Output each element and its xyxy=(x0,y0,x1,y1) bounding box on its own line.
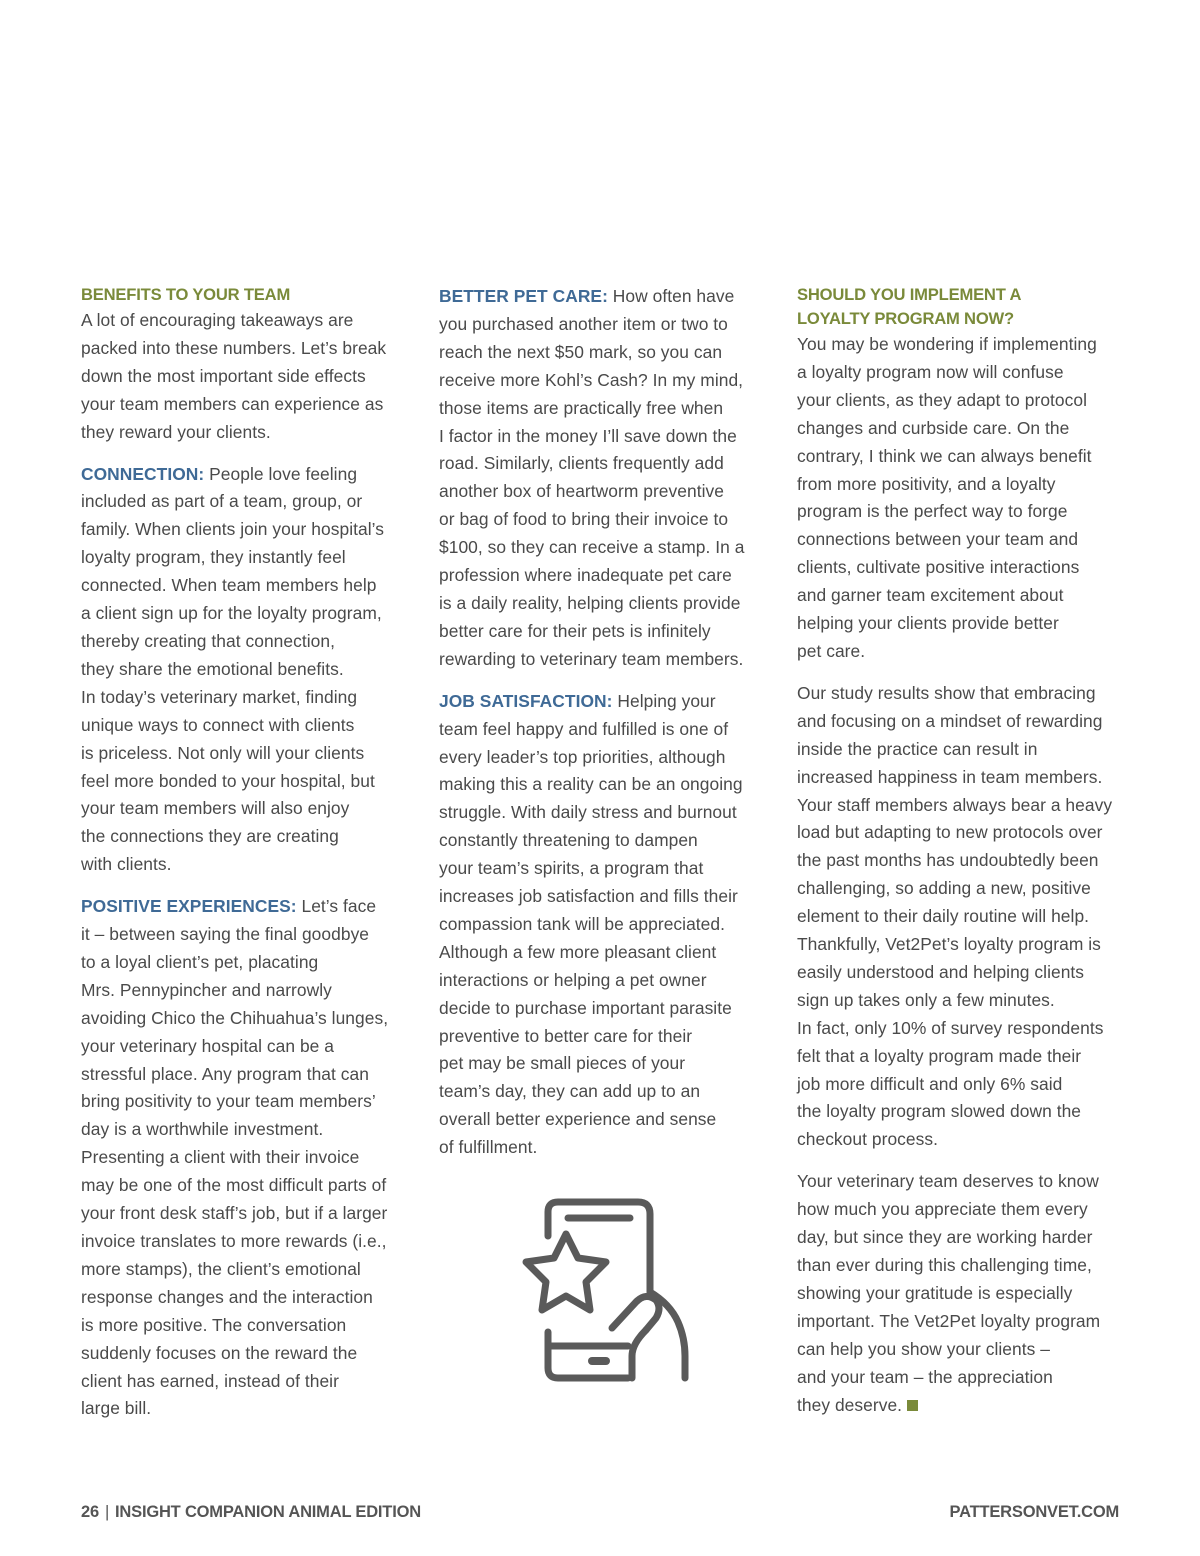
paragraph-line xyxy=(81,1088,411,1116)
line-text: Your staff members always bear a heavy xyxy=(797,794,1113,815)
line-text: more stamps), the client’s emotional xyxy=(81,1258,361,1279)
paragraph-line xyxy=(81,1144,411,1172)
line-text: connections between your team and xyxy=(797,529,1079,550)
paragraph-line xyxy=(439,939,769,967)
paragraph-line xyxy=(439,590,769,618)
line-text: important. The Vet2Pet loyalty program xyxy=(797,1310,1101,1331)
line-text: large bill. xyxy=(81,1398,152,1419)
paragraph-line xyxy=(797,680,1127,708)
page-number: 26 xyxy=(81,1503,99,1521)
paragraph-line xyxy=(797,1015,1127,1043)
paragraph-line xyxy=(797,792,1127,820)
line-text: day is a worthwhile investment. xyxy=(81,1119,324,1140)
line-text: thereby creating that connection, xyxy=(81,630,335,651)
paragraph-line xyxy=(81,600,411,628)
paragraph-line xyxy=(81,1033,411,1061)
paragraph-line xyxy=(797,610,1127,638)
line-text: loyalty program, they instantly feel xyxy=(81,547,346,568)
line-text: Let’s face xyxy=(296,896,377,917)
paragraph-line xyxy=(81,1061,411,1089)
paragraph-line xyxy=(439,618,769,646)
paragraph-line xyxy=(439,506,769,534)
paragraph-line xyxy=(439,478,769,506)
paragraph-line xyxy=(81,628,411,656)
line-text: Although a few more pleasant client xyxy=(439,941,717,962)
paragraph-line xyxy=(81,977,411,1005)
line-text: unique ways to connect with clients xyxy=(81,714,355,735)
line-text: team feel happy and fulfilled is one of xyxy=(439,718,729,739)
paragraph-line xyxy=(797,931,1127,959)
line-text: In fact, only 10% of survey respondents xyxy=(797,1017,1104,1038)
line-text: Helping your xyxy=(612,690,716,711)
paragraph-line xyxy=(797,415,1127,443)
paragraph-line xyxy=(797,554,1127,582)
paragraph-line xyxy=(439,534,769,562)
line-text: pet may be small pieces of your xyxy=(439,1053,686,1074)
line-text: How often have xyxy=(607,286,735,306)
line-text: decide to purchase important parasite xyxy=(439,997,732,1018)
line-text: the past months has undoubtedly been xyxy=(797,850,1099,871)
line-text: your clients, as they adapt to protocol xyxy=(797,389,1088,410)
paragraph-line xyxy=(81,1312,411,1340)
paragraph-lead-in: CONNECTION: xyxy=(81,463,205,484)
line-text: Thankfully, Vet2Pet’s loyalty program is xyxy=(797,934,1101,955)
end-of-article-icon xyxy=(907,1400,918,1411)
line-text: your front desk staff’s job, but if a larger xyxy=(81,1203,388,1224)
paragraph-line xyxy=(797,1168,1127,1196)
paragraph-line xyxy=(81,1200,411,1228)
line-text: increases job satisfaction and fills their xyxy=(439,886,738,907)
paragraph-line xyxy=(797,764,1127,792)
line-text: the loyalty program slowed down the xyxy=(797,1101,1082,1122)
body-paragraph xyxy=(797,680,1127,1154)
paragraph-line xyxy=(439,339,769,367)
paragraph-line xyxy=(797,1308,1127,1336)
line-text: contrary, I think we can always benefit xyxy=(797,445,1092,466)
line-text: better care for their pets is infinitely xyxy=(439,620,711,641)
line-text: Your veterinary team deserves to know xyxy=(797,1171,1099,1192)
line-text: your veterinary hospital can be a xyxy=(81,1035,334,1056)
line-text: clients, cultivate positive interactions xyxy=(797,557,1080,578)
line-text: included as part of a team, group, or xyxy=(81,491,363,512)
paragraph-line xyxy=(439,688,769,716)
paragraph-line xyxy=(797,1280,1127,1308)
paragraph-line xyxy=(439,395,769,423)
line-text: your team’s spirits, a program that xyxy=(439,858,704,879)
paragraph-line xyxy=(439,883,769,911)
paragraph-line xyxy=(81,1340,411,1368)
paragraph-line xyxy=(81,307,411,335)
paragraph-line xyxy=(439,1106,769,1134)
paragraph-line xyxy=(797,1126,1127,1154)
line-text: connected. When team members help xyxy=(81,575,377,596)
paragraph-line xyxy=(797,736,1127,764)
line-text: reach the next $50 mark, so you can xyxy=(439,341,723,362)
paragraph-line xyxy=(797,875,1127,903)
paragraph-line xyxy=(439,827,769,855)
paragraph-lead-in: POSITIVE EXPERIENCES: xyxy=(81,896,297,917)
line-text: rewarding to veterinary team members. xyxy=(439,648,744,669)
paragraph-line xyxy=(81,1116,411,1144)
line-text: pet care. xyxy=(797,640,866,661)
paragraph-line xyxy=(81,851,411,879)
paragraph-line xyxy=(439,423,769,451)
line-text: constantly threatening to dampen xyxy=(439,830,698,851)
body-paragraph xyxy=(797,331,1127,666)
paragraph-line xyxy=(439,450,769,478)
paragraph-line xyxy=(81,1368,411,1396)
line-text: I factor in the money I’ll save down the xyxy=(439,425,737,446)
line-text: element to their daily routine will help. xyxy=(797,906,1090,927)
line-text: struggle. With daily stress and burnout xyxy=(439,802,737,823)
line-text: is a daily reality, helping clients provide xyxy=(439,592,741,613)
paragraph-line xyxy=(797,1098,1127,1126)
body-paragraph xyxy=(81,461,411,880)
paragraph-line xyxy=(81,1228,411,1256)
paragraph-line xyxy=(797,1252,1127,1280)
line-text: load but adapting to new protocols over xyxy=(797,822,1103,843)
section-heading xyxy=(81,283,411,307)
body-paragraph xyxy=(797,1168,1127,1419)
line-text: avoiding Chico the Chihuahua’s lunges, xyxy=(81,1007,389,1028)
publication-title: INSIGHT COMPANION ANIMAL EDITION xyxy=(115,1503,421,1521)
paragraph-line xyxy=(439,967,769,995)
line-text: they share the emotional benefits. xyxy=(81,658,344,679)
paragraph-line xyxy=(81,1172,411,1200)
paragraph-line xyxy=(439,1050,769,1078)
line-text: job more difficult and only 6% said xyxy=(797,1073,1063,1094)
line-text: they deserve. xyxy=(797,1394,903,1415)
paragraph-line xyxy=(797,1364,1127,1392)
paragraph-line xyxy=(81,488,411,516)
line-text: those items are practically free when xyxy=(439,397,724,418)
paragraph-line xyxy=(797,471,1127,499)
paragraph-line xyxy=(81,335,411,363)
line-text: every leader’s top priorities, although xyxy=(439,746,726,767)
paragraph-line xyxy=(439,716,769,744)
line-text: overall better experience and sense xyxy=(439,1109,717,1130)
line-text: of fulfillment. xyxy=(439,1137,538,1158)
line-text: day, but since they are working harder xyxy=(797,1227,1093,1248)
line-text: Our study results show that embracing xyxy=(797,682,1096,703)
paragraph-line xyxy=(81,461,411,489)
footer-website[interactable]: PATTERSONVET.COM xyxy=(949,1503,1119,1521)
paragraph-lead-in: JOB SATISFACTION: xyxy=(439,690,613,711)
line-text: People love feeling xyxy=(204,463,358,484)
paragraph-line xyxy=(439,562,769,590)
line-text: from more positivity, and a loyalty xyxy=(797,473,1056,494)
line-text: receive more Kohl’s Cash? In my mind, xyxy=(439,369,744,390)
body-paragraph xyxy=(439,688,769,1162)
paragraph-line xyxy=(81,656,411,684)
paragraph-line xyxy=(81,795,411,823)
line-text: they reward your clients. xyxy=(81,421,271,442)
line-text: stressful place. Any program that can xyxy=(81,1063,369,1084)
line-text: sign up takes only a few minutes. xyxy=(797,989,1055,1010)
paragraph-line xyxy=(439,283,769,311)
paragraph-line xyxy=(797,638,1127,666)
paragraph-line xyxy=(797,359,1127,387)
paragraph-line xyxy=(439,311,769,339)
line-text: showing your gratitude is especially xyxy=(797,1282,1073,1303)
paragraph-line xyxy=(797,987,1127,1015)
paragraph-line xyxy=(81,740,411,768)
line-text: your team members can experience as xyxy=(81,393,384,414)
column-1 xyxy=(81,283,411,1423)
line-text: checkout process. xyxy=(797,1129,939,1150)
line-text: a client sign up for the loyalty program, xyxy=(81,603,382,624)
line-text: feel more bonded to your hospital, but xyxy=(81,770,375,791)
line-text: invoice translates to more rewards (i.e., xyxy=(81,1231,387,1251)
paragraph-line xyxy=(439,771,769,799)
paragraph-line xyxy=(81,363,411,391)
paragraph-line xyxy=(81,419,411,447)
line-text: increased happiness in team members. xyxy=(797,766,1103,787)
line-text: road. Similarly, clients frequently add xyxy=(439,453,724,474)
paragraph-line xyxy=(439,646,769,674)
paragraph-line xyxy=(81,544,411,572)
paragraph-line xyxy=(81,893,411,921)
line-text: bring positivity to your team members’ xyxy=(81,1091,376,1112)
section-heading xyxy=(797,283,1127,331)
line-text: to a loyal client’s pet, placating xyxy=(81,951,319,972)
paragraph-line xyxy=(81,516,411,544)
line-text: response changes and the interaction xyxy=(81,1286,373,1307)
line-text: you purchased another item or two to xyxy=(439,313,728,334)
line-text: making this a reality can be an ongoing xyxy=(439,774,743,795)
paragraph-line xyxy=(439,1078,769,1106)
paragraph-line xyxy=(81,949,411,977)
body-paragraph xyxy=(81,307,411,447)
body-paragraph xyxy=(439,283,769,674)
line-text: down the most important side effects xyxy=(81,365,366,386)
paragraph-line xyxy=(439,799,769,827)
line-text: In today’s veterinary market, finding xyxy=(81,686,358,707)
line-text: and garner team excitement about xyxy=(797,585,1064,606)
line-text: compassion tank will be appreciated. xyxy=(439,913,726,934)
line-text: program is the perfect way to forge xyxy=(797,501,1068,522)
heading-line: SHOULD YOU IMPLEMENT A xyxy=(797,285,1022,304)
paragraph-line xyxy=(797,1071,1127,1099)
line-text: family. When clients join your hospital’s xyxy=(81,519,384,540)
line-text: with clients. xyxy=(81,854,172,875)
paragraph-line xyxy=(81,684,411,712)
line-text: Mrs. Pennypincher and narrowly xyxy=(81,979,332,1000)
paragraph-line xyxy=(439,855,769,883)
line-text: A lot of encouraging takeaways are xyxy=(81,310,354,330)
column-2 xyxy=(439,283,769,1162)
paragraph-line xyxy=(797,1336,1127,1364)
paragraph-line xyxy=(81,1284,411,1312)
line-text: You may be wondering if implementing xyxy=(797,334,1097,354)
line-text: a loyalty program now will confuse xyxy=(797,361,1064,382)
line-text: is priceless. Not only will your clients xyxy=(81,742,365,763)
line-text: or bag of food to bring their invoice to xyxy=(439,509,729,530)
line-text: easily understood and helping clients xyxy=(797,961,1085,982)
paragraph-line xyxy=(797,708,1127,736)
line-text: challenging, so adding a new, positive xyxy=(797,878,1091,899)
paragraph-line xyxy=(797,526,1127,554)
line-text: and your team – the appreciation xyxy=(797,1366,1053,1387)
line-text: $100, so they can receive a stamp. In a xyxy=(439,537,745,558)
line-text: helping your clients provide better xyxy=(797,613,1059,634)
footer-publication xyxy=(81,1502,421,1522)
paragraph-line xyxy=(439,1134,769,1162)
paragraph-line xyxy=(797,498,1127,526)
paragraph-line xyxy=(797,582,1127,610)
paragraph-line xyxy=(797,1196,1127,1224)
column-3 xyxy=(797,283,1127,1419)
line-text: packed into these numbers. Let’s break xyxy=(81,337,387,358)
paragraph-line xyxy=(797,387,1127,415)
heading-line: LOYALTY PROGRAM NOW? xyxy=(797,309,1014,328)
line-text: the connections they are creating xyxy=(81,826,339,847)
line-text: it – between saying the final goodbye xyxy=(81,924,370,945)
paragraph-line xyxy=(81,1256,411,1284)
line-text: can help you show your clients – xyxy=(797,1338,1050,1359)
line-text: and focusing on a mindset of rewarding xyxy=(797,710,1103,731)
line-text: how much you appreciate them every xyxy=(797,1199,1088,1220)
line-text: team’s day, they can add up to an xyxy=(439,1081,701,1102)
line-text: client has earned, instead of their xyxy=(81,1370,339,1391)
paragraph-line xyxy=(797,1392,1127,1420)
paragraph-line xyxy=(81,391,411,419)
paragraph-line xyxy=(797,819,1127,847)
body-paragraph xyxy=(81,893,411,1423)
paragraph-line xyxy=(439,911,769,939)
paragraph-line xyxy=(797,331,1127,359)
hand-holding-phone-star-icon xyxy=(510,1196,690,1382)
paragraph-lead-in: BETTER PET CARE: xyxy=(439,286,608,306)
line-text: your team members will also enjoy xyxy=(81,798,350,819)
paragraph-line xyxy=(797,847,1127,875)
heading-line: BENEFITS TO YOUR TEAM xyxy=(81,285,291,304)
paragraph-line xyxy=(797,903,1127,931)
paragraph-line xyxy=(81,1395,411,1423)
line-text: profession where inadequate pet care xyxy=(439,565,732,586)
line-text: than ever during this challenging time, xyxy=(797,1255,1092,1275)
paragraph-line xyxy=(797,959,1127,987)
line-text: inside the practice can result in xyxy=(797,738,1038,759)
paragraph-line xyxy=(439,1023,769,1051)
paragraph-line xyxy=(81,921,411,949)
line-text: interactions or helping a pet owner xyxy=(439,969,707,990)
paragraph-line xyxy=(797,1043,1127,1071)
paragraph-line xyxy=(797,443,1127,471)
line-text: another box of heartworm preventive xyxy=(439,481,724,502)
paragraph-line xyxy=(439,995,769,1023)
paragraph-line xyxy=(81,712,411,740)
paragraph-line xyxy=(81,1005,411,1033)
line-text: felt that a loyalty program made their xyxy=(797,1045,1082,1066)
line-text: is more positive. The conversation xyxy=(81,1314,347,1335)
footer-separator: | xyxy=(104,1503,110,1521)
paragraph-line xyxy=(439,744,769,772)
line-text: changes and curbside care. On the xyxy=(797,417,1070,438)
paragraph-line xyxy=(797,1224,1127,1252)
line-text: may be one of the most difficult parts of xyxy=(81,1175,387,1196)
line-text: Presenting a client with their invoice xyxy=(81,1147,360,1168)
paragraph-line xyxy=(81,572,411,600)
paragraph-line xyxy=(81,823,411,851)
line-text: preventive to better care for their xyxy=(439,1025,693,1046)
paragraph-line xyxy=(439,367,769,395)
line-text: suddenly focuses on the reward the xyxy=(81,1342,358,1363)
paragraph-line xyxy=(81,768,411,796)
